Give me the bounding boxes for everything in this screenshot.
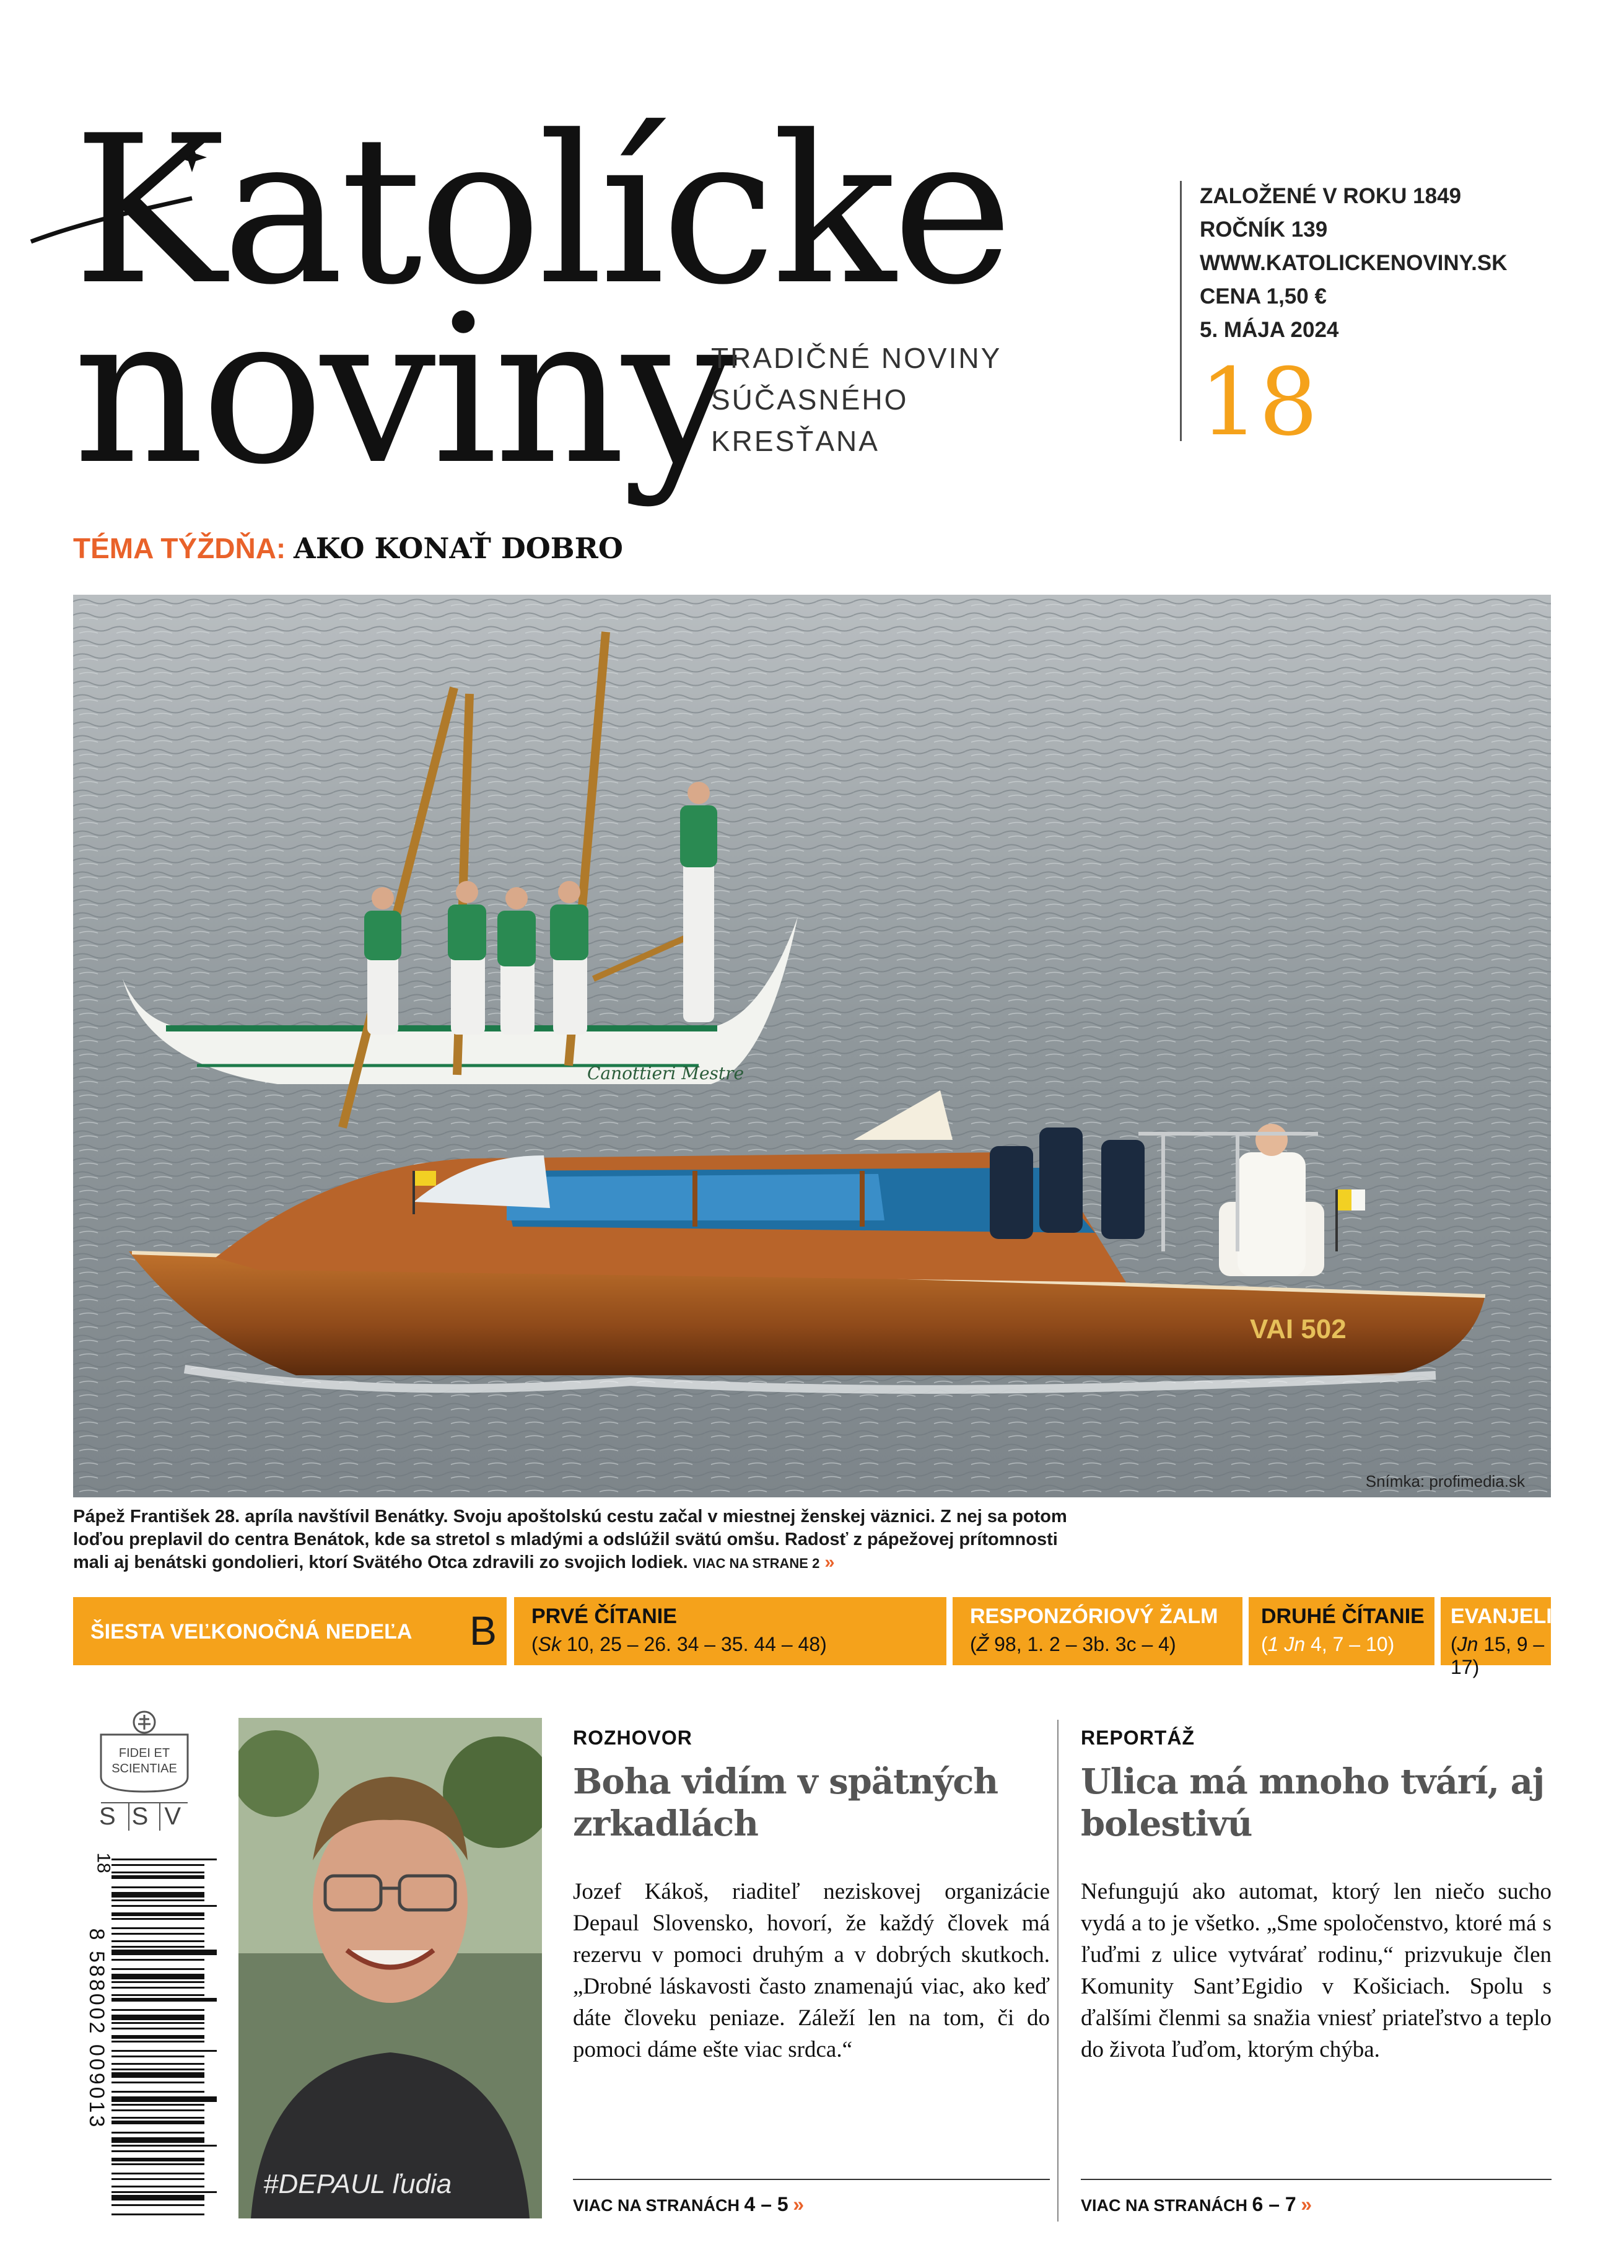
- headline-line: bolestivú: [1081, 1803, 1252, 1844]
- article-more-link[interactable]: [1081, 2193, 1312, 2216]
- barcode-bar: [111, 1886, 204, 1888]
- liturgy-bar: [73, 1597, 1585, 1678]
- barcode-bar: [111, 2186, 204, 2187]
- barcode-bar: [111, 2096, 217, 2102]
- headline-line: zrkadlách: [573, 1803, 758, 1844]
- masthead-title-line2: noviny: [73, 271, 734, 509]
- barcode-bar: [111, 2091, 204, 2093]
- reading-book: Sk: [538, 1633, 561, 1655]
- founded-text: ZALOŽENÉ V ROKU 1849: [1200, 184, 1462, 208]
- headline-line: Ulica má mnoho tvárí, aj: [1081, 1761, 1545, 1802]
- reading-psalm: [953, 1597, 1242, 1665]
- date-text: 5. MÁJA 2024: [1200, 318, 1339, 342]
- article-kicker: ROZHOVOR: [573, 1727, 692, 1749]
- seal-motto: [103, 1746, 186, 1777]
- barcode-bar: [111, 2022, 204, 2024]
- barcode-bar: [111, 1864, 204, 1866]
- website-link[interactable]: WWW.KATOLICKENOVINY.SK: [1200, 251, 1508, 275]
- reading-second: [1249, 1597, 1434, 1665]
- barcode-bar: [111, 2063, 204, 2065]
- liturgy-cycle: B: [469, 1608, 497, 1653]
- reading-ref: (Sk 10, 25 – 26. 34 – 35. 44 – 48): [531, 1633, 827, 1655]
- reading-book: Ž: [976, 1633, 989, 1655]
- barcode-bar: [111, 2015, 204, 2020]
- barcode-bar: [111, 1905, 217, 1907]
- more-label: VIAC NA STRANÁCH: [573, 2196, 740, 2215]
- caption-line: loďou preplavil do centra Benátok, kde sa stretol s mladými a odslúžil svätú omšu. Radosť z pápežovej prítomnosti: [73, 1530, 1058, 1549]
- barcode-bar: [111, 2121, 204, 2124]
- price-text: CENA 1,50 €: [1200, 284, 1327, 309]
- portrait-illustration: [238, 1718, 542, 2218]
- barcode-bar: [111, 1859, 217, 1860]
- article-body: Jozef Kákoš, riaditeľ neziskovej organizácie Depaul Slovensko, hovorí, že každý človek má rezervu v pomoci druhým a v dobrých skutkoch. „Drobné láskavosti často znamenajú viac, ako keď dáte človeku peniaze. Záleží len na tom, či do pomoci dáme ešte viac srdca.“: [573, 1879, 1050, 2062]
- reading-book: 1 Jn: [1267, 1633, 1306, 1655]
- barcode-bar: [111, 1987, 204, 1989]
- article-body: Nefungujú ako automat, ktorý len niečo sucho vydá a to je všetko. „Sme spoločenstvo, ktoré má s ľuďmi z ulice vytvárať rodinu,“ prizvukuje člen Komunity Sant’Egidio v Košiciach. Spolu s ďalšími členmi sa snažia vniesť priateľstvo a teplo do života ľuďom, ktorým chýba.: [1081, 1879, 1552, 2062]
- barcode-addon: 18: [93, 1852, 114, 1873]
- caption-more-link[interactable]: VIAC NA STRANE 2: [692, 1556, 820, 1571]
- article-interview: [573, 1727, 1050, 2065]
- barcode-bar: [111, 2072, 204, 2078]
- reading-verses: 15, 9 – 17): [1451, 1633, 1545, 1678]
- barcode-bar: [111, 1875, 204, 1879]
- barcode-bar: [111, 2173, 204, 2174]
- article-divider: [1081, 2179, 1552, 2180]
- barcode-bar: [111, 2069, 204, 2070]
- barcode-bar: [111, 2150, 204, 2152]
- article-more-link[interactable]: [573, 2193, 804, 2216]
- barcode-bar: [111, 2028, 204, 2029]
- barcode-bar: [111, 1959, 204, 1961]
- barcode-bar: [111, 1950, 217, 1955]
- reading-verses: 4, 7 – 10): [1305, 1633, 1395, 1655]
- article-headline[interactable]: [573, 1761, 1050, 1845]
- tagline-line: TRADIČNÉ NOVINY: [711, 342, 1002, 374]
- barcode-bar: [111, 2145, 217, 2147]
- reading-label: EVANJELIUM: [1451, 1605, 1585, 1628]
- caption-line-last: [73, 1551, 1089, 1575]
- barcode-bar: [111, 1998, 217, 2002]
- reading-label: RESPONZÓRIOVÝ ŽALM: [970, 1605, 1218, 1628]
- barcode-bar: [111, 2213, 204, 2215]
- column-separator: [1057, 1720, 1059, 2222]
- barcode-bar: [111, 1899, 204, 1901]
- barcode-bar: [111, 1994, 204, 1996]
- barcode-bar: [111, 2082, 204, 2083]
- barcode-number: 8 588002 009013: [85, 1928, 108, 2130]
- barcode-bar: [111, 2163, 204, 2165]
- seal-motto-line: SCIENTIAE: [111, 1762, 177, 1775]
- barcode-bar: [111, 2178, 204, 2180]
- masthead-info: [1200, 180, 1507, 347]
- more-pages: 6 – 7: [1252, 2193, 1296, 2215]
- liturgy-day: ŠIESTA VEĽKONOČNÁ NEDEĽA: [90, 1620, 413, 1644]
- boats-on-lagoon-illustration: [73, 595, 1551, 1497]
- barcode-bar: [111, 2158, 204, 2161]
- barcode-bar: [111, 1940, 204, 1942]
- barcode-bar: [111, 1933, 204, 1935]
- interview-portrait: [238, 1718, 542, 2218]
- barcode-bar: [111, 1912, 204, 1916]
- svg-text:VAI 502: VAI 502: [1250, 1314, 1347, 1344]
- barcode-bar: [111, 2104, 204, 2106]
- headline-line: Boha vidím v spätných: [573, 1761, 998, 1802]
- caption-line: mali aj benátski gondolieri, ktorí Svätého Otca zdravili zo svojich lodiek.: [73, 1552, 688, 1572]
- barcode-bar: [111, 2132, 204, 2134]
- cover-photo: [73, 595, 1551, 1497]
- barcode-bars: [111, 1859, 217, 2218]
- masthead-title-line1: Katolícke: [73, 92, 1010, 330]
- reading-first: [514, 1597, 946, 1665]
- theme-label: TÉMA TÝŽDŇA:: [73, 532, 286, 564]
- barcode-bar: [111, 1968, 204, 1970]
- hoodie-text: #DEPAUL ľudia: [263, 2169, 452, 2199]
- barcode-bar: [111, 2191, 217, 2193]
- reading-book: Jn: [1457, 1633, 1478, 1655]
- chevron-icon: »: [1301, 2193, 1312, 2215]
- reading-label: DRUHÉ ČÍTANIE: [1261, 1605, 1425, 1628]
- chevron-icon: »: [793, 2193, 804, 2215]
- seal-motto-line: FIDEI ET: [118, 1746, 170, 1760]
- reading-ref: (Ž 98, 1. 2 – 3b. 3c – 4): [970, 1633, 1176, 1655]
- svg-text:Canottieri Mestre: Canottieri Mestre: [587, 1063, 744, 1084]
- article-divider: [573, 2179, 1050, 2180]
- reading-verses: 10, 25 – 26. 34 – 35. 44 – 48): [561, 1633, 827, 1655]
- barcode-bar: [111, 2204, 204, 2206]
- barcode: [85, 1852, 217, 2218]
- barcode-bar: [111, 2117, 204, 2119]
- liturgy-day-cell: [73, 1597, 507, 1665]
- barcode-bar: [111, 1918, 204, 1920]
- barcode-bar: [111, 1872, 204, 1873]
- more-pages: 4 – 5: [744, 2193, 788, 2215]
- reading-ref: (1 Jn 4, 7 – 10): [1261, 1633, 1395, 1655]
- barcode-bar: [111, 2035, 204, 2039]
- barcode-bar: [111, 2137, 204, 2143]
- article-reportage: [1081, 1727, 1552, 2065]
- reading-ref: (Jn 15, 9 – 17): [1451, 1633, 1545, 1678]
- barcode-bar: [111, 2056, 204, 2057]
- barcode-bar: [111, 2050, 217, 2052]
- masthead-divider: [1180, 181, 1182, 441]
- chevron-icon: »: [824, 1552, 835, 1572]
- publisher-seal: [92, 1710, 197, 1834]
- reading-gospel: [1441, 1597, 1585, 1678]
- photo-caption: [73, 1505, 1089, 1575]
- barcode-bar: [111, 2195, 204, 2200]
- barcode-bar: [111, 1981, 204, 1983]
- reading-label: PRVÉ ČÍTANIE: [531, 1605, 677, 1628]
- more-label: VIAC NA STRANÁCH: [1081, 2196, 1247, 2215]
- seal-letters: SSV: [99, 1803, 198, 1830]
- barcode-bar: [111, 2041, 204, 2043]
- article-kicker: REPORTÁŽ: [1081, 1727, 1195, 1749]
- theme-of-week: [73, 532, 623, 565]
- barcode-bar: [111, 2009, 204, 2011]
- caption-line: Pápež František 28. apríla navštívil Benátky. Svoju apoštolskú cestu začal v miestnej ženskej väznici. Z nej sa potom: [73, 1507, 1067, 1526]
- tagline-line: KRESŤANA: [711, 425, 880, 457]
- barcode-bar: [111, 2109, 204, 2111]
- barcode-bar: [111, 1946, 204, 1948]
- photo-credit: Snímka: profimedia.sk: [1365, 1472, 1525, 1491]
- masthead-tagline: [711, 338, 1002, 462]
- article-headline[interactable]: [1081, 1761, 1552, 1845]
- barcode-bar: [111, 1974, 204, 1979]
- tagline-line: SÚČASNÉHO: [711, 383, 909, 416]
- barcode-bar: [111, 1892, 204, 1898]
- theme-text: AKO KONAŤ DOBRO: [294, 532, 623, 565]
- reading-verses: 98, 1. 2 – 3b. 3c – 4): [989, 1633, 1176, 1655]
- barcode-bar: [111, 1927, 204, 1929]
- volume-text: ROČNÍK 139: [1200, 217, 1328, 242]
- issue-number: 18: [1200, 349, 1318, 457]
